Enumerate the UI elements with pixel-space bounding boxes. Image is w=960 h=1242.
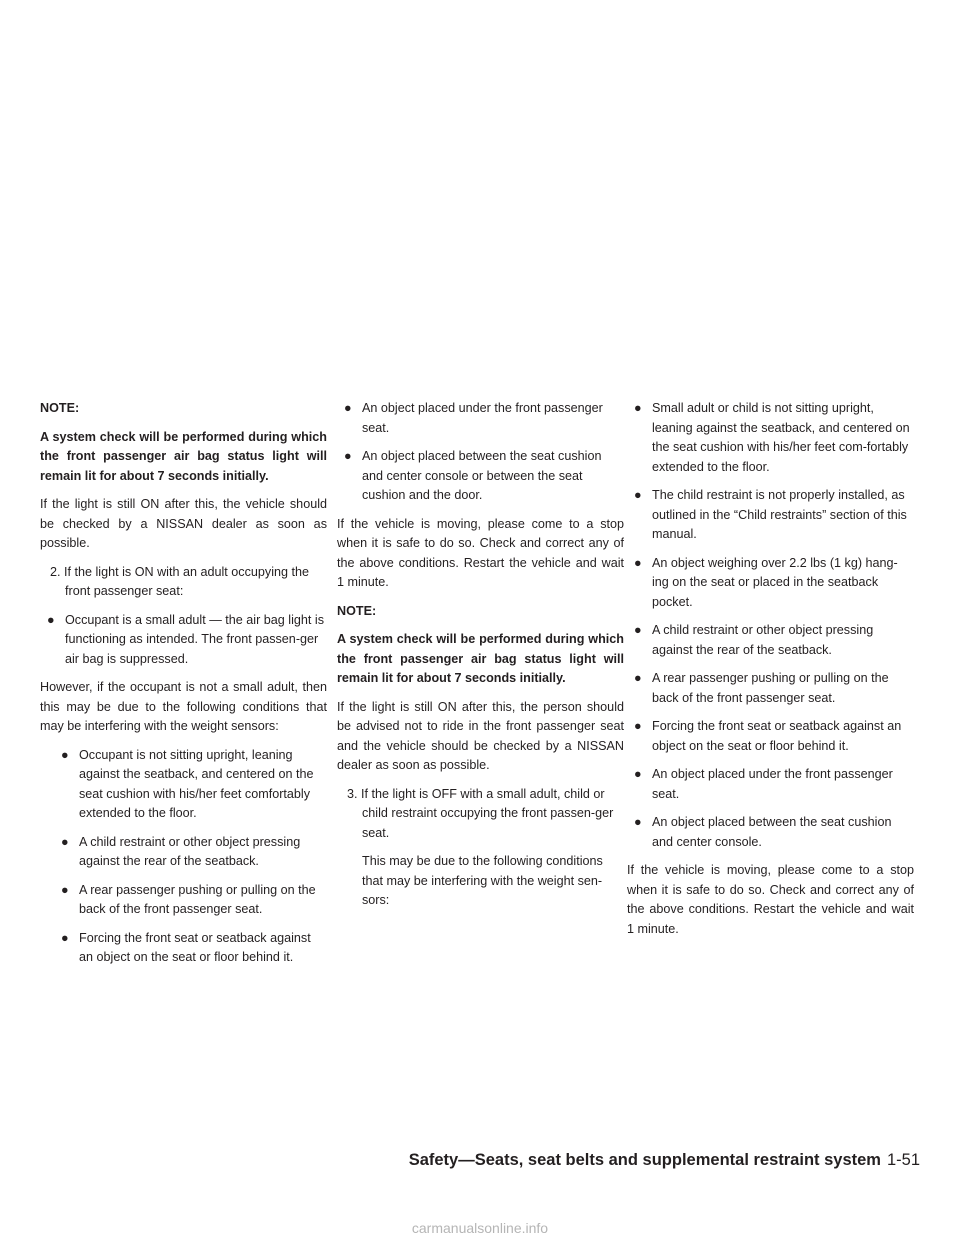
paragraph: However, if the occupant is not a small adult, then this may be due to the following conditions that may be interfering with the weight sensors: bbox=[40, 680, 327, 733]
bullet-text: Forcing the front seat or seatback against an object on the seat or floor behind it. bbox=[79, 930, 311, 964]
bullet-text: A rear passenger pushing or pulling on the back of the front passenger seat. bbox=[79, 882, 316, 916]
paragraph: If the vehicle is moving, please come to a stop when it is safe to do so. Check and correct any of the above conditions. Restart the vehicle and wait 1 minute. bbox=[337, 516, 624, 589]
bullet-item bbox=[337, 399, 624, 438]
bullet-item bbox=[627, 486, 914, 545]
page-number: 1-51 bbox=[886, 1151, 920, 1169]
bullet-text: Occupant is not sitting upright, leaning against the seatback, and centered on the seat cushion with his/her feet comfortably extended to the floor. bbox=[79, 747, 314, 820]
bullet-item bbox=[627, 669, 914, 708]
paragraph: If the light is still ON after this, the person should be advised not to ride in the front passenger seat and the vehicle should be checked by a NISSAN dealer as soon as possible. bbox=[337, 699, 624, 772]
step-2: 2. If the light is ON with an adult occupying the front passenger seat: bbox=[50, 564, 310, 598]
bullet-item bbox=[627, 399, 914, 477]
bullet-icon: ● bbox=[634, 671, 642, 685]
bullet-item bbox=[54, 929, 327, 968]
bullet-item bbox=[54, 833, 327, 872]
column-1 bbox=[40, 399, 327, 977]
bullet-text: An object placed under the front passenger seat. bbox=[652, 767, 893, 801]
section-title: Safety—Seats, seat belts and supplemental restraint system bbox=[408, 1151, 881, 1169]
bullet-text: An object placed between the seat cushion and center console. bbox=[652, 815, 892, 849]
bullet-icon: ● bbox=[61, 834, 69, 849]
bullet-icon: ● bbox=[344, 401, 352, 415]
bullet-list bbox=[40, 746, 327, 968]
note-text: A system check will be performed during which the front passenger air bag status light will remain lit for about 7 seconds initially. bbox=[40, 429, 327, 483]
bullet-text: The child restraint is not properly installed, as outlined in the “Child restraints” section of this manual. bbox=[652, 488, 907, 541]
bullet-icon: ● bbox=[634, 401, 642, 415]
bullet-icon: ● bbox=[634, 623, 642, 637]
watermark: carmanualsonline.info bbox=[411, 1219, 549, 1236]
bullet-item bbox=[40, 611, 327, 670]
bullet-icon: ● bbox=[61, 882, 69, 897]
paragraph: If the light is still ON after this, the vehicle should be checked by a NISSAN dealer as soon as possible. bbox=[40, 497, 327, 550]
column-3 bbox=[627, 399, 914, 948]
bullet-icon: ● bbox=[61, 930, 69, 945]
bullet-item bbox=[337, 447, 624, 506]
bullet-item bbox=[627, 765, 914, 804]
bullet-text: An object placed under the front passenger seat. bbox=[362, 401, 603, 435]
step-3-detail: This may be due to the following conditions that may be interfering with the weight sen-sors: bbox=[362, 854, 603, 907]
bullet-text: Occupant is a small adult — the air bag light is functioning as intended. The front passen-ger air bag is suppressed. bbox=[65, 612, 324, 666]
bullet-icon: ● bbox=[634, 719, 642, 733]
column-2 bbox=[337, 399, 624, 920]
bullet-item bbox=[627, 554, 914, 613]
paragraph: If the vehicle is moving, please come to a stop when it is safe to do so. Check and correct any of the above conditions. Restart the vehicle and wait 1 minute. bbox=[627, 863, 914, 936]
bullet-icon: ● bbox=[634, 555, 642, 570]
bullet-text: A child restraint or other object pressing against the rear of the seatback. bbox=[79, 834, 301, 868]
bullet-icon: ● bbox=[634, 767, 642, 781]
bullet-icon: ● bbox=[61, 747, 69, 762]
bullet-icon: ● bbox=[634, 815, 642, 829]
note-label: NOTE: bbox=[40, 401, 80, 415]
bullet-icon: ● bbox=[634, 488, 642, 502]
bullet-item bbox=[627, 717, 914, 756]
bullet-item bbox=[54, 746, 327, 824]
bullet-item bbox=[627, 621, 914, 660]
bullet-text: A child restraint or other object pressing against the rear of the seatback. bbox=[652, 623, 874, 657]
bullet-icon: ● bbox=[344, 449, 352, 463]
bullet-text: An object weighing over 2.2 lbs (1 kg) hang-ing on the seat or placed in the seatback pocket. bbox=[652, 555, 898, 609]
bullet-text: Small adult or child is not sitting upright, leaning against the seatback, and centered on the seat cushion with his/her feet com-fortably extended to the floor. bbox=[652, 401, 910, 474]
bullet-item bbox=[627, 813, 914, 852]
step-3: 3. If the light is OFF with a small adult, child or child restraint occupying the front passen-ger seat. bbox=[347, 786, 614, 840]
note-text: A system check will be performed during which the front passenger air bag status light will remain lit for about 7 seconds initially. bbox=[337, 632, 624, 685]
note-label: NOTE: bbox=[337, 603, 377, 618]
bullet-item bbox=[54, 881, 327, 920]
bullet-text: A rear passenger pushing or pulling on the back of the front passenger seat. bbox=[652, 671, 889, 705]
page-footer bbox=[409, 1150, 920, 1170]
bullet-text: Forcing the front seat or seatback against an object on the seat or floor behind it. bbox=[652, 719, 902, 753]
bullet-text: An object placed between the seat cushion and center console or between the seat cushion and the door. bbox=[362, 449, 602, 502]
bullet-icon: ● bbox=[47, 612, 55, 627]
